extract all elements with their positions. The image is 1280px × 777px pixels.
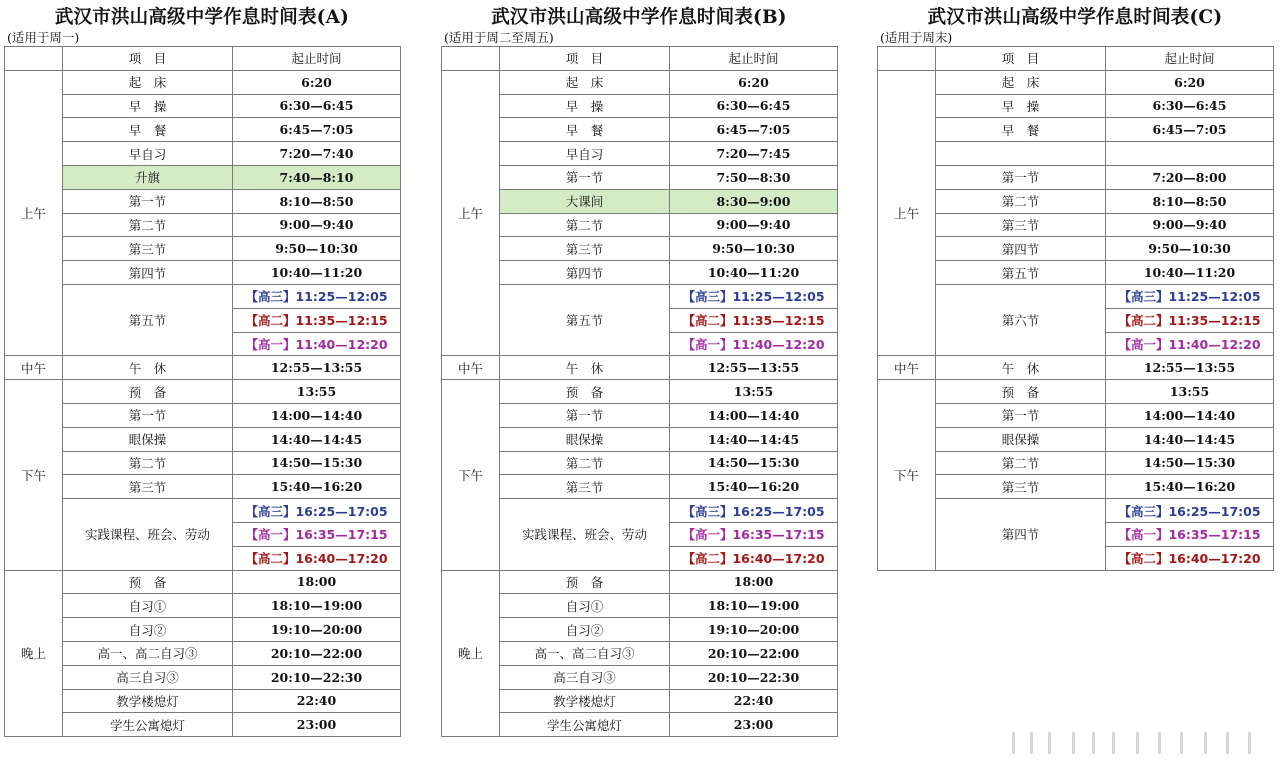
- item-cell: 第四节: [936, 499, 1106, 570]
- grade-time-cell: 【高二】16:40—17:20: [1106, 546, 1274, 570]
- grade-time-cell: 【高一】16:35—17:15: [233, 522, 401, 546]
- table-row: [878, 403, 1274, 427]
- grade-time-cell: 【高三】16:25—17:05: [233, 499, 401, 523]
- table-row: [5, 594, 401, 618]
- item-cell: 第一节: [63, 189, 233, 213]
- time-cell: 23:00: [670, 713, 838, 737]
- time-cell: [1106, 142, 1274, 166]
- item-cell: 高三自习③: [63, 665, 233, 689]
- table-row: [878, 451, 1274, 475]
- time-cell: 6:30—6:45: [670, 94, 838, 118]
- item-cell: 教学楼熄灯: [63, 689, 233, 713]
- table-row: [442, 689, 838, 713]
- schedule-title: 武汉市洪山高级中学作息时间表(A): [54, 7, 350, 28]
- table-row: [442, 499, 838, 523]
- time-cell: 10:40—11:20: [1106, 261, 1274, 285]
- table-row: [878, 165, 1274, 189]
- time-cell: 12:55—13:55: [670, 356, 838, 380]
- header-blank-cell: [442, 47, 500, 71]
- item-cell: 预 备: [936, 380, 1106, 404]
- item-cell: 第一节: [500, 403, 670, 427]
- table-row: [442, 118, 838, 142]
- item-cell: 早 餐: [63, 118, 233, 142]
- time-cell: 19:10—20:00: [233, 618, 401, 642]
- time-cell: 13:55: [1106, 380, 1274, 404]
- time-cell: 6:45—7:05: [1106, 118, 1274, 142]
- time-cell: 23:00: [233, 713, 401, 737]
- item-cell: 第六节: [936, 284, 1106, 355]
- item-cell: 第二节: [500, 213, 670, 237]
- table-row: [442, 142, 838, 166]
- time-cell: 14:50—15:30: [1106, 451, 1274, 475]
- grade-time-cell: 【高三】11:25—12:05: [1106, 284, 1274, 308]
- schedule-table: [441, 46, 838, 737]
- item-cell: 自习②: [500, 618, 670, 642]
- header-item-cell: 项 目: [500, 47, 670, 71]
- period-label-cell: 下午: [878, 380, 936, 570]
- schedule-subtitle: (适用于周一): [7, 30, 80, 45]
- table-row: [878, 475, 1274, 499]
- time-cell: 14:00—14:40: [670, 403, 838, 427]
- period-label-cell: 上午: [5, 70, 63, 356]
- item-cell: 第三节: [936, 475, 1106, 499]
- time-cell: 13:55: [233, 380, 401, 404]
- item-cell: 自习①: [63, 594, 233, 618]
- item-cell: 实践课程、班会、劳动: [63, 499, 233, 570]
- period-label-cell: 晚上: [442, 570, 500, 737]
- item-cell: 早 操: [63, 94, 233, 118]
- table-row: [878, 189, 1274, 213]
- item-cell: 自习①: [500, 594, 670, 618]
- item-cell: 实践课程、班会、劳动: [500, 499, 670, 570]
- time-cell: 9:50—10:30: [670, 237, 838, 261]
- time-cell: 6:20: [670, 70, 838, 94]
- time-cell: 15:40—16:20: [233, 475, 401, 499]
- table-row: [878, 70, 1274, 94]
- header-row: [878, 47, 1274, 71]
- item-cell: 第一节: [936, 165, 1106, 189]
- grade-time-cell: 【高三】16:25—17:05: [1106, 499, 1274, 523]
- table-row: [5, 570, 401, 594]
- table-row: [5, 237, 401, 261]
- time-cell: 7:50—8:30: [670, 165, 838, 189]
- time-cell: 6:20: [233, 70, 401, 94]
- table-row: [5, 356, 401, 380]
- time-cell: 19:10—20:00: [670, 618, 838, 642]
- item-cell: 第四节: [500, 261, 670, 285]
- header-item-cell: 项 目: [936, 47, 1106, 71]
- time-cell: 18:10—19:00: [670, 594, 838, 618]
- item-cell: 起 床: [936, 70, 1106, 94]
- item-cell: 第二节: [936, 189, 1106, 213]
- period-label-cell: 中午: [5, 356, 63, 380]
- table-row: [5, 427, 401, 451]
- item-cell: 大课间: [500, 189, 670, 213]
- item-cell: 眼保操: [936, 427, 1106, 451]
- time-cell: 7:20—8:00: [1106, 165, 1274, 189]
- time-cell: 20:10—22:30: [233, 665, 401, 689]
- time-cell: 8:10—8:50: [1106, 189, 1274, 213]
- table-row: [5, 713, 401, 737]
- scroll-indicator-icon: [1012, 730, 1252, 756]
- table-row: [5, 618, 401, 642]
- time-cell: 15:40—16:20: [1106, 475, 1274, 499]
- table-row: [442, 403, 838, 427]
- schedule-table: [877, 46, 1274, 571]
- table-row: [878, 284, 1274, 308]
- item-cell: 午 休: [936, 356, 1106, 380]
- time-cell: 6:45—7:05: [670, 118, 838, 142]
- period-label-cell: 下午: [5, 380, 63, 570]
- time-cell: 14:50—15:30: [670, 451, 838, 475]
- item-cell: 教学楼熄灯: [500, 689, 670, 713]
- period-label-cell: 中午: [878, 356, 936, 380]
- schedule-title: 武汉市洪山高级中学作息时间表(B): [491, 7, 787, 28]
- header-item-cell: 项 目: [63, 47, 233, 71]
- table-row: [442, 356, 838, 380]
- header-row: [442, 47, 838, 71]
- item-cell: 学生公寓熄灯: [500, 713, 670, 737]
- table-row: [442, 70, 838, 94]
- period-label-cell: 上午: [442, 70, 500, 356]
- grade-time-cell: 【高二】16:40—17:20: [233, 546, 401, 570]
- item-cell: 午 休: [500, 356, 670, 380]
- grade-time-cell: 【高三】11:25—12:05: [233, 284, 401, 308]
- table-row: [442, 165, 838, 189]
- time-cell: 22:40: [233, 689, 401, 713]
- period-label-cell: 中午: [442, 356, 500, 380]
- time-cell: 14:40—14:45: [233, 427, 401, 451]
- grade-time-cell: 【高一】16:35—17:15: [1106, 522, 1274, 546]
- time-cell: 6:30—6:45: [1106, 94, 1274, 118]
- grade-time-cell: 【高一】11:40—12:20: [1106, 332, 1274, 356]
- item-cell: [936, 142, 1106, 166]
- time-cell: 18:10—19:00: [233, 594, 401, 618]
- table-row: [5, 665, 401, 689]
- table-row: [5, 213, 401, 237]
- time-cell: 14:40—14:45: [670, 427, 838, 451]
- header-blank-cell: [878, 47, 936, 71]
- time-cell: 20:10—22:30: [670, 665, 838, 689]
- time-cell: 20:10—22:00: [233, 641, 401, 665]
- table-row: [442, 380, 838, 404]
- schedule-title: 武汉市洪山高级中学作息时间表(C): [927, 7, 1223, 28]
- table-row: [878, 213, 1274, 237]
- item-cell: 第五节: [63, 284, 233, 355]
- item-cell: 早 餐: [936, 118, 1106, 142]
- table-row: [442, 713, 838, 737]
- schedule-subtitle: (适用于周末): [880, 30, 953, 45]
- item-cell: 早 餐: [500, 118, 670, 142]
- time-cell: 14:50—15:30: [233, 451, 401, 475]
- item-cell: 第一节: [500, 165, 670, 189]
- item-cell: 预 备: [500, 570, 670, 594]
- table-row: [878, 499, 1274, 523]
- table-row: [878, 237, 1274, 261]
- item-cell: 升旗: [63, 165, 233, 189]
- table-row: [5, 94, 401, 118]
- item-cell: 眼保操: [63, 427, 233, 451]
- time-cell: 10:40—11:20: [670, 261, 838, 285]
- time-cell: 12:55—13:55: [233, 356, 401, 380]
- table-row: [442, 451, 838, 475]
- table-row: [878, 356, 1274, 380]
- time-cell: 14:40—14:45: [1106, 427, 1274, 451]
- table-row: [5, 70, 401, 94]
- item-cell: 第一节: [63, 403, 233, 427]
- time-cell: 9:50—10:30: [1106, 237, 1274, 261]
- table-row: [5, 475, 401, 499]
- header-time-cell: 起止时间: [1106, 47, 1274, 71]
- grade-time-cell: 【高二】11:35—12:15: [1106, 308, 1274, 332]
- table-row: [442, 570, 838, 594]
- schedule-subtitle: (适用于周二至周五): [444, 30, 554, 45]
- grade-time-cell: 【高三】11:25—12:05: [670, 284, 838, 308]
- time-cell: 18:00: [233, 570, 401, 594]
- grade-time-cell: 【高一】16:35—17:15: [670, 522, 838, 546]
- time-cell: 8:30—9:00: [670, 189, 838, 213]
- item-cell: 第五节: [936, 261, 1106, 285]
- table-row: [5, 284, 401, 308]
- item-cell: 早自习: [63, 142, 233, 166]
- table-row: [5, 641, 401, 665]
- item-cell: 第三节: [63, 237, 233, 261]
- table-row: [5, 118, 401, 142]
- item-cell: 高一、高二自习③: [63, 641, 233, 665]
- table-row: [5, 451, 401, 475]
- time-cell: 10:40—11:20: [233, 261, 401, 285]
- grade-time-cell: 【高三】16:25—17:05: [670, 499, 838, 523]
- time-cell: 8:10—8:50: [233, 189, 401, 213]
- table-row: [878, 261, 1274, 285]
- table-row: [5, 499, 401, 523]
- table-row: [5, 380, 401, 404]
- time-cell: 6:45—7:05: [233, 118, 401, 142]
- item-cell: 起 床: [500, 70, 670, 94]
- item-cell: 第二节: [63, 451, 233, 475]
- time-cell: 9:00—9:40: [1106, 213, 1274, 237]
- grade-time-cell: 【高一】11:40—12:20: [233, 332, 401, 356]
- item-cell: 第二节: [63, 213, 233, 237]
- table-row: [5, 189, 401, 213]
- table-row: [878, 94, 1274, 118]
- header-time-cell: 起止时间: [670, 47, 838, 71]
- time-cell: 7:20—7:40: [233, 142, 401, 166]
- schedule-table: [4, 46, 401, 737]
- table-row: [442, 284, 838, 308]
- time-cell: 7:40—8:10: [233, 165, 401, 189]
- table-row: [442, 594, 838, 618]
- item-cell: 早自习: [500, 142, 670, 166]
- table-row: [442, 641, 838, 665]
- table-row: [878, 118, 1274, 142]
- time-cell: 12:55—13:55: [1106, 356, 1274, 380]
- item-cell: 第三节: [63, 475, 233, 499]
- table-row: [442, 237, 838, 261]
- item-cell: 第四节: [936, 237, 1106, 261]
- time-cell: 20:10—22:00: [670, 641, 838, 665]
- table-row: [5, 142, 401, 166]
- item-cell: 第四节: [63, 261, 233, 285]
- time-cell: 9:00—9:40: [233, 213, 401, 237]
- table-row: [442, 213, 838, 237]
- item-cell: 预 备: [63, 380, 233, 404]
- period-label-cell: 上午: [878, 70, 936, 356]
- header-blank-cell: [5, 47, 63, 71]
- table-row: [442, 665, 838, 689]
- time-cell: 6:20: [1106, 70, 1274, 94]
- time-cell: 18:00: [670, 570, 838, 594]
- item-cell: 高三自习③: [500, 665, 670, 689]
- time-cell: 15:40—16:20: [670, 475, 838, 499]
- time-cell: 9:00—9:40: [670, 213, 838, 237]
- time-cell: 22:40: [670, 689, 838, 713]
- item-cell: 第五节: [500, 284, 670, 355]
- item-cell: 第一节: [936, 403, 1106, 427]
- grade-time-cell: 【高一】11:40—12:20: [670, 332, 838, 356]
- table-row: [442, 94, 838, 118]
- header-time-cell: 起止时间: [233, 47, 401, 71]
- table-row: [878, 427, 1274, 451]
- period-label-cell: 下午: [442, 380, 500, 570]
- grade-time-cell: 【高二】11:35—12:15: [233, 308, 401, 332]
- item-cell: 第三节: [500, 475, 670, 499]
- time-cell: 7:20—7:45: [670, 142, 838, 166]
- item-cell: 早 操: [936, 94, 1106, 118]
- item-cell: 学生公寓熄灯: [63, 713, 233, 737]
- table-row: [442, 261, 838, 285]
- table-row: [5, 689, 401, 713]
- table-row: [442, 618, 838, 642]
- table-row: [878, 142, 1274, 166]
- item-cell: 第二节: [936, 451, 1106, 475]
- table-row: [442, 427, 838, 451]
- item-cell: 高一、高二自习③: [500, 641, 670, 665]
- grade-time-cell: 【高二】16:40—17:20: [670, 546, 838, 570]
- item-cell: 早 操: [500, 94, 670, 118]
- highlight-row: [5, 165, 401, 189]
- time-cell: 13:55: [670, 380, 838, 404]
- item-cell: 第三节: [936, 213, 1106, 237]
- item-cell: 自习②: [63, 618, 233, 642]
- table-row: [442, 475, 838, 499]
- item-cell: 起 床: [63, 70, 233, 94]
- time-cell: 6:30—6:45: [233, 94, 401, 118]
- time-cell: 14:00—14:40: [233, 403, 401, 427]
- time-cell: 9:50—10:30: [233, 237, 401, 261]
- item-cell: 预 备: [500, 380, 670, 404]
- grade-time-cell: 【高二】11:35—12:15: [670, 308, 838, 332]
- header-row: [5, 47, 401, 71]
- table-row: [5, 261, 401, 285]
- time-cell: 14:00—14:40: [1106, 403, 1274, 427]
- item-cell: 眼保操: [500, 427, 670, 451]
- table-row: [5, 403, 401, 427]
- item-cell: 午 休: [63, 356, 233, 380]
- highlight-row: [442, 189, 838, 213]
- item-cell: 第三节: [500, 237, 670, 261]
- period-label-cell: 晚上: [5, 570, 63, 737]
- table-row: [878, 380, 1274, 404]
- item-cell: 预 备: [63, 570, 233, 594]
- item-cell: 第二节: [500, 451, 670, 475]
